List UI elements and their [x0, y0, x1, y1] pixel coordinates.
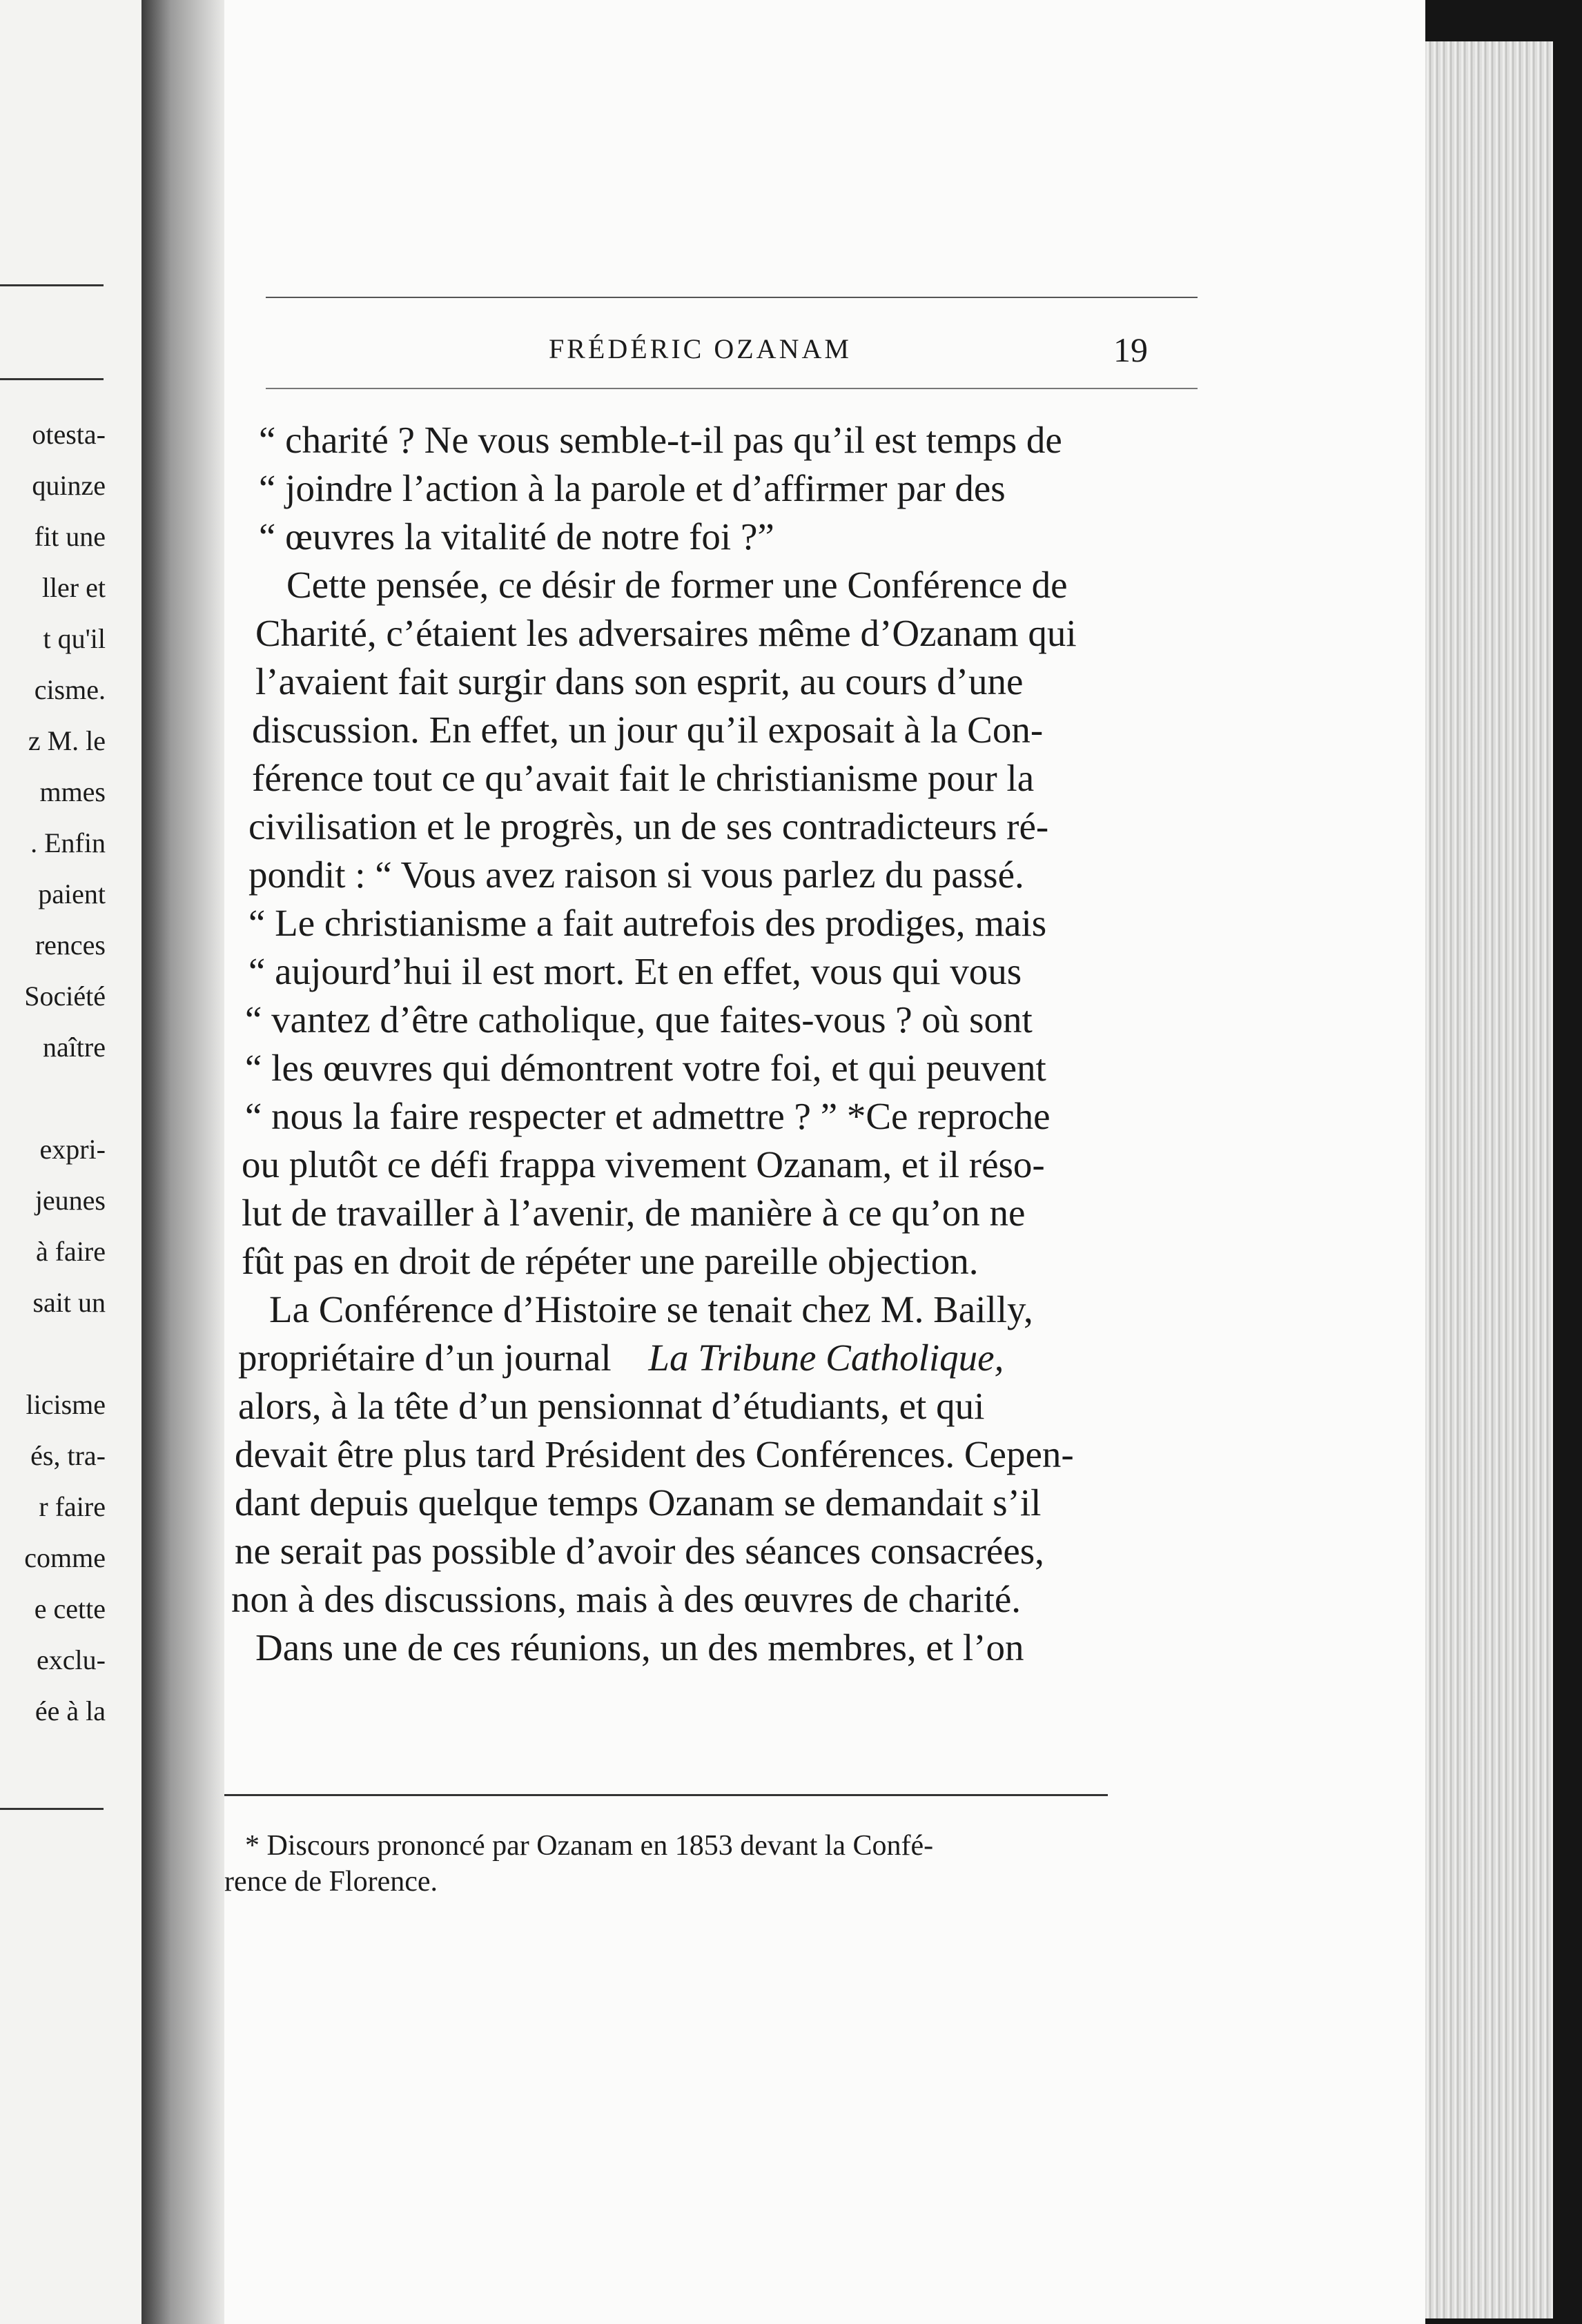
text-line: discussion. En effet, un jour qu’il exposait à la Con- — [252, 709, 1044, 751]
left-page-line: otesta- — [32, 419, 106, 450]
left-page-line: t qu'il — [43, 623, 106, 654]
text-line: férence tout ce qu’avait fait le christianisme pour la — [252, 757, 1035, 799]
left-page-line: fit une — [34, 521, 106, 552]
text-line — [238, 1337, 1004, 1379]
left-page-line: rences — [35, 929, 106, 961]
text-line: lut de travailler à l’avenir, de manière à ce qu’on ne — [242, 1192, 1026, 1234]
text-line: non à des discussions, mais à des œuvres de charité. — [231, 1578, 1022, 1620]
text-line: civilisation et le progrès, un de ses contradicteurs ré- — [248, 805, 1049, 847]
body-text — [224, 0, 1425, 2324]
text-line: “ œuvres la vitalité de notre foi ?” — [259, 515, 774, 558]
footnote-line: * Discours prononcé par Ozanam en 1853 devant la Confé- — [245, 1830, 934, 1862]
left-page-line: r faire — [39, 1491, 106, 1522]
left-page-line: cisme. — [34, 674, 106, 705]
text-span: propriétaire d’un journal — [238, 1337, 612, 1379]
left-page-line: à faire — [35, 1236, 106, 1267]
left-page-line: mmes — [39, 776, 106, 807]
left-page-line: ée à la — [35, 1695, 106, 1726]
page — [224, 0, 1425, 2324]
text-line: Cette pensée, ce désir de former une Conférence de — [286, 564, 1068, 606]
left-page-line: expri- — [39, 1134, 106, 1165]
text-line: ne serait pas possible d’avoir des séances consacrées, — [235, 1530, 1044, 1572]
left-page-line: comme — [24, 1542, 106, 1573]
footnote-rule — [224, 1794, 1108, 1796]
text-line: alors, à la tête d’un pensionnat d’étudiants, et qui — [238, 1385, 985, 1427]
journal-title: La Tribune Catholique, — [648, 1337, 1004, 1379]
text-line: devait être plus tard Président des Conférences. Cepen- — [235, 1433, 1074, 1475]
text-line: “ nous la faire respecter et admettre ? ” *Ce reproche — [245, 1095, 1051, 1137]
left-page-fragment — [0, 0, 141, 2324]
left-page-line: . Enfin — [30, 827, 106, 858]
text-line: “ joindre l’action à la parole et d’affirmer par des — [259, 467, 1006, 509]
text-line: fût pas en droit de répéter une pareille objection. — [242, 1240, 979, 1282]
left-page-line: ller et — [41, 572, 106, 603]
left-page-line: z M. le — [28, 725, 106, 756]
text-line: l’avaient fait surgir dans son esprit, au cours d’une — [255, 660, 1024, 702]
left-page-line: naître — [42, 1032, 106, 1063]
text-line: Charité, c’étaient les adversaires même d’Ozanam qui — [255, 612, 1077, 654]
left-page-line: és, tra- — [30, 1440, 106, 1471]
left-page-top-rule — [0, 284, 104, 286]
left-page-head-rule — [0, 378, 104, 380]
book-gutter — [141, 0, 224, 2324]
text-line: “ les œuvres qui démontrent votre foi, et qui peuvent — [245, 1047, 1046, 1089]
left-page-line: exclu- — [37, 1644, 106, 1675]
text-line: ou plutôt ce défi frappa vivement Ozanam, et il réso- — [242, 1143, 1045, 1185]
left-page-foot-rule — [0, 1808, 104, 1810]
footnote-line: rence de Florence. — [224, 1866, 438, 1898]
text-line: “ charité ? Ne vous semble-t-il pas qu’il est temps de — [259, 419, 1062, 461]
left-page-line: sait un — [32, 1287, 106, 1318]
text-line: “ Le christianisme a fait autrefois des prodiges, mais — [248, 902, 1047, 944]
left-page-line: e cette — [34, 1593, 106, 1624]
left-page-line: paient — [38, 878, 106, 909]
left-page-line: quinze — [32, 470, 106, 501]
text-line: dant depuis quelque temps Ozanam se demandait s’il — [235, 1481, 1042, 1524]
text-line: “ aujourd’hui il est mort. Et en effet, vous qui vous — [248, 950, 1022, 992]
page-number: 19 — [1113, 331, 1148, 369]
left-page-line: jeunes — [35, 1185, 106, 1216]
text-line: Dans une de ces réunions, un des membres, et l’on — [255, 1626, 1024, 1668]
page-edges — [1425, 41, 1553, 2318]
left-page-line: Société — [24, 981, 106, 1012]
running-head: FRÉDÉRIC OZANAM — [549, 333, 852, 364]
text-line: pondit : “ Vous avez raison si vous parlez du passé. — [248, 854, 1024, 896]
text-line: “ vantez d’être catholique, que faites-vous ? où sont — [245, 998, 1033, 1041]
text-line: La Conférence d’Histoire se tenait chez M. Bailly, — [269, 1288, 1033, 1330]
left-page-line: licisme — [26, 1389, 106, 1420]
